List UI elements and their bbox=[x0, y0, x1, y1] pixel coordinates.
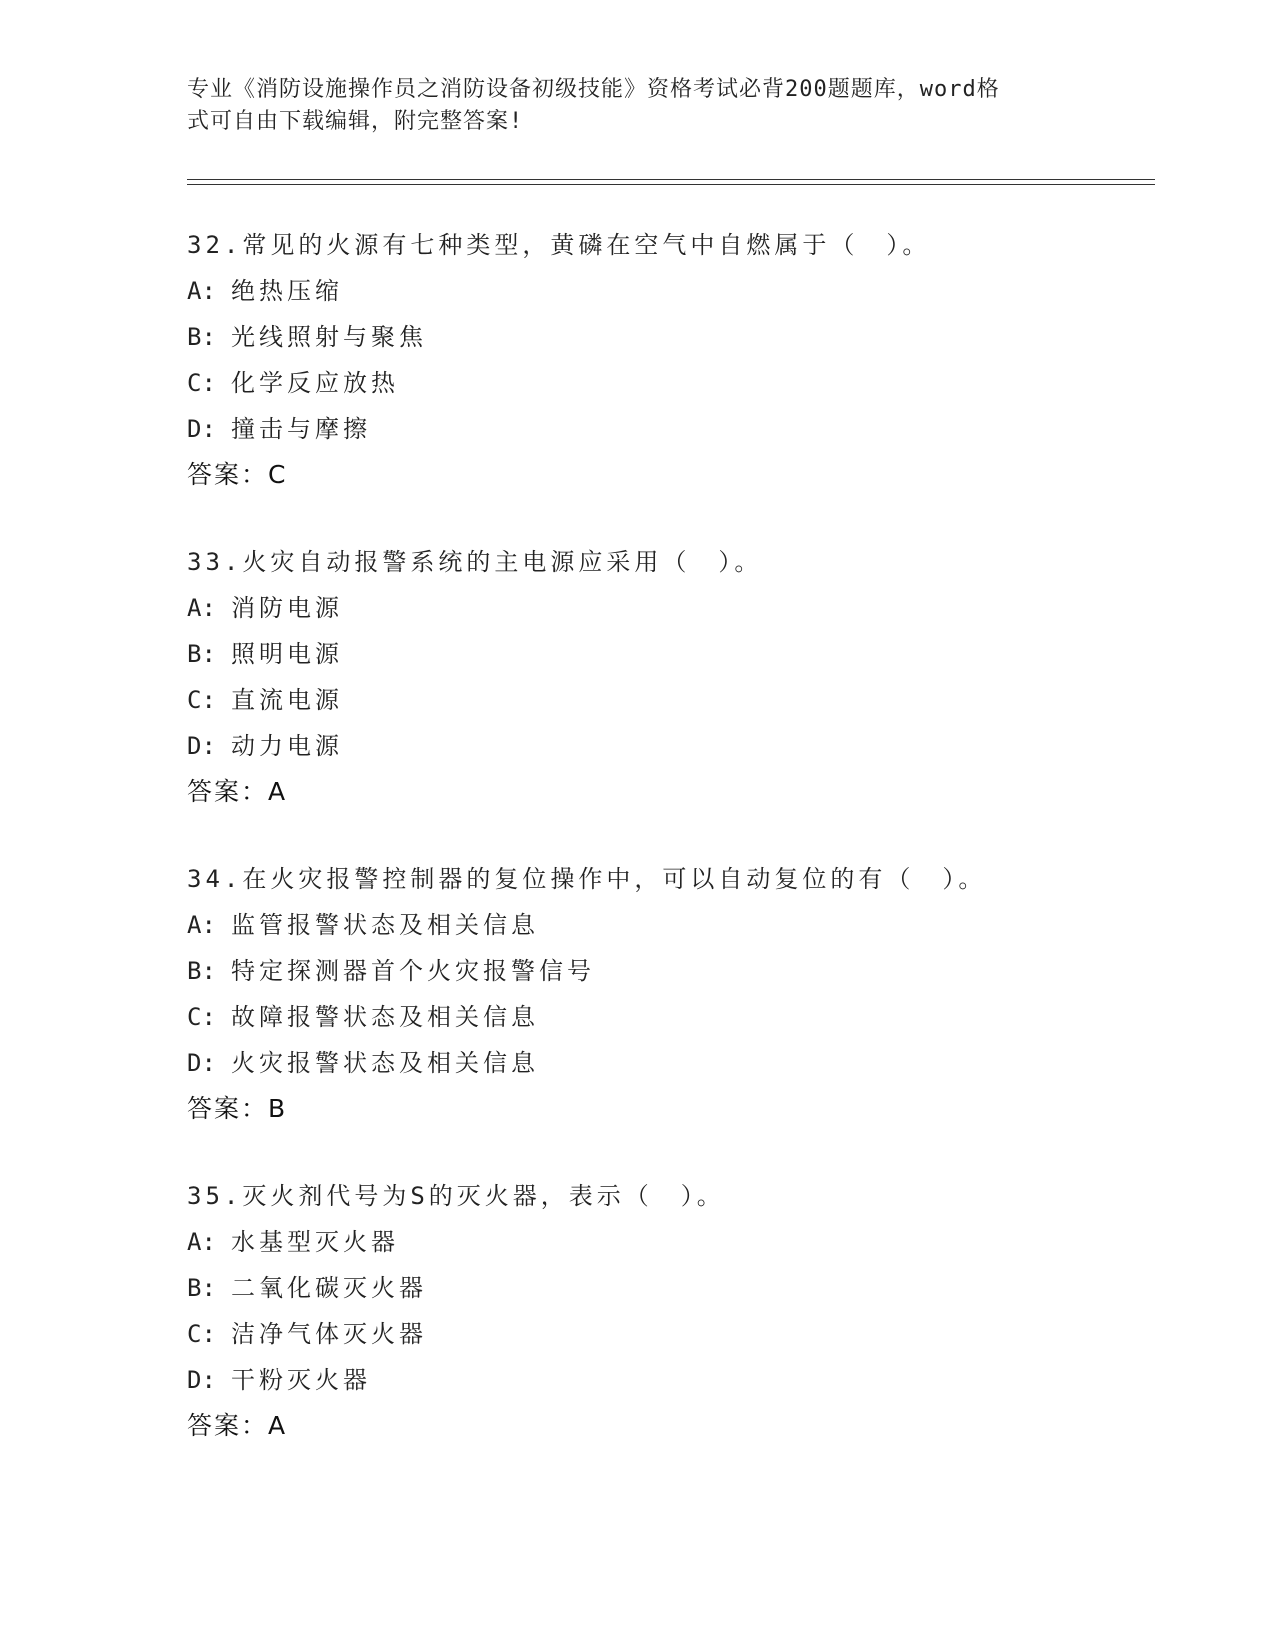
option-text: 化学反应放热 bbox=[231, 369, 399, 397]
option-d bbox=[187, 1357, 1137, 1403]
question-33 bbox=[187, 539, 1137, 815]
answer: 答案：B bbox=[187, 1094, 288, 1123]
question-32 bbox=[187, 222, 1137, 498]
option-c bbox=[187, 360, 1137, 406]
option-key: B: bbox=[187, 1274, 216, 1302]
option-text: 火灾报警状态及相关信息 bbox=[231, 1049, 539, 1077]
option-text: 绝热压缩 bbox=[231, 277, 343, 305]
option-d bbox=[187, 723, 1137, 769]
option-b bbox=[187, 1265, 1137, 1311]
option-key: C: bbox=[187, 1320, 216, 1348]
option-key: D: bbox=[187, 415, 216, 443]
option-key: A: bbox=[187, 594, 216, 622]
option-text: 监管报警状态及相关信息 bbox=[231, 911, 539, 939]
document-header bbox=[187, 74, 1067, 138]
option-text: 直流电源 bbox=[231, 686, 343, 714]
question-stem: 32.常见的火源有七种类型，黄磷在空气中自燃属于（ ）。 bbox=[187, 231, 931, 259]
option-key: D: bbox=[187, 732, 216, 760]
option-c bbox=[187, 994, 1137, 1040]
question-stem: 33.火灾自动报警系统的主电源应采用（ ）。 bbox=[187, 548, 763, 576]
option-text: 洁净气体灭火器 bbox=[231, 1320, 427, 1348]
option-key: B: bbox=[187, 323, 216, 351]
header-divider-bottom bbox=[187, 184, 1155, 185]
option-key: D: bbox=[187, 1366, 216, 1394]
option-b bbox=[187, 314, 1137, 360]
header-line-2: 式可自由下载编辑，附完整答案! bbox=[187, 109, 524, 134]
answer: 答案：C bbox=[187, 460, 288, 489]
option-key: C: bbox=[187, 686, 216, 714]
option-d bbox=[187, 406, 1137, 452]
question-stem: 34.在火灾报警控制器的复位操作中，可以自动复位的有（ ）。 bbox=[187, 865, 987, 893]
option-key: C: bbox=[187, 369, 216, 397]
option-key: D: bbox=[187, 1049, 216, 1077]
option-c bbox=[187, 677, 1137, 723]
option-text: 动力电源 bbox=[231, 732, 343, 760]
answer: 答案：A bbox=[187, 777, 288, 806]
option-text: 消防电源 bbox=[231, 594, 343, 622]
option-text: 特定探测器首个火灾报警信号 bbox=[231, 957, 595, 985]
option-c bbox=[187, 1311, 1137, 1357]
option-b bbox=[187, 948, 1137, 994]
option-key: A: bbox=[187, 1228, 216, 1256]
option-text: 水基型灭火器 bbox=[231, 1228, 399, 1256]
option-key: B: bbox=[187, 957, 216, 985]
answer: 答案：A bbox=[187, 1411, 288, 1440]
option-text: 故障报警状态及相关信息 bbox=[231, 1003, 539, 1031]
option-a bbox=[187, 585, 1137, 631]
option-text: 撞击与摩擦 bbox=[231, 415, 371, 443]
option-text: 照明电源 bbox=[231, 640, 343, 668]
option-text: 光线照射与聚焦 bbox=[231, 323, 427, 351]
question-stem: 35.灭火剂代号为S的灭火器，表示（ ）。 bbox=[187, 1182, 725, 1210]
header-divider-top bbox=[187, 179, 1155, 180]
option-a bbox=[187, 1219, 1137, 1265]
option-a bbox=[187, 268, 1137, 314]
question-35 bbox=[187, 1173, 1137, 1449]
option-text: 二氧化碳灭火器 bbox=[231, 1274, 427, 1302]
option-a bbox=[187, 902, 1137, 948]
option-key: C: bbox=[187, 1003, 216, 1031]
option-key: A: bbox=[187, 277, 216, 305]
header-line-1: 专业《消防设施操作员之消防设备初级技能》资格考试必背200题题库，word格 bbox=[187, 77, 1000, 102]
option-b bbox=[187, 631, 1137, 677]
option-d bbox=[187, 1040, 1137, 1086]
option-key: A: bbox=[187, 911, 216, 939]
option-text: 干粉灭火器 bbox=[231, 1366, 371, 1394]
question-34 bbox=[187, 856, 1137, 1132]
option-key: B: bbox=[187, 640, 216, 668]
